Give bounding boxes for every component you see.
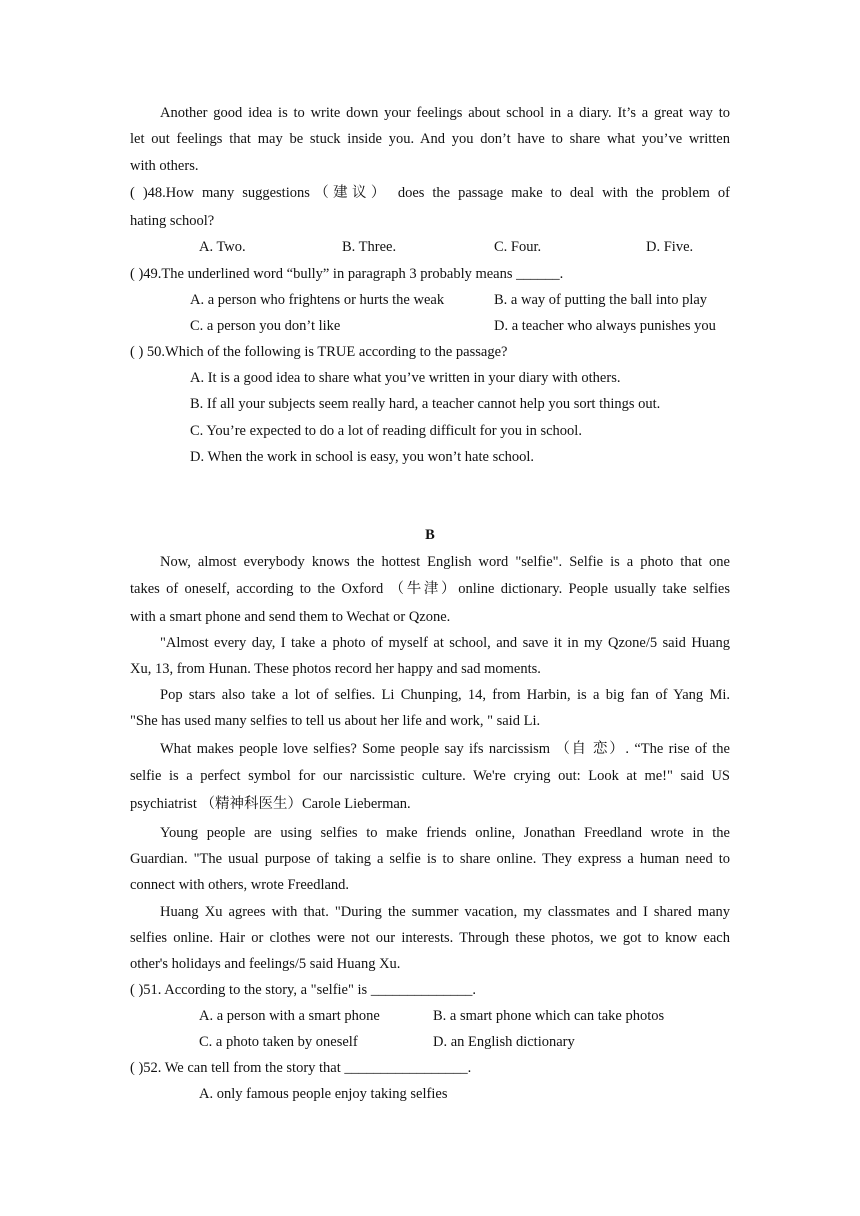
question-50-option-c: C. You’re expected to do a lot of reading difficult for you in school.	[190, 423, 582, 439]
question-52-stem: ( )52. We can tell from the story that _________________.	[130, 1060, 472, 1076]
paragraph-line: Pop stars also take a lot of selfies. Li Chunping, 14, from Harbin, is a big fan of Yang Mi.	[160, 687, 730, 703]
question-48-stem: ( )48.How many suggestions（建议） does the passage make to deal with the problem of	[130, 185, 730, 201]
question-51-stem: ( )51. According to the story, a "selfie" is ______________.	[130, 982, 476, 998]
section-heading: B	[425, 527, 435, 543]
paragraph-line: other's holidays and feelings/5 said Huang Xu.	[130, 956, 401, 972]
paragraph-line: Now, almost everybody knows the hottest English word "selfie". Selfie is a photo that one	[160, 554, 730, 570]
question-49-option-a: A. a person who frightens or hurts the weak	[190, 292, 445, 308]
paragraph-line: Huang Xu agrees with that. "During the summer vacation, my classmates and I shared many	[160, 904, 730, 920]
question-48-option-d: D. Five.	[646, 239, 694, 255]
question-51-option-c: C. a photo taken by oneself	[199, 1034, 358, 1050]
paragraph-line: What makes people love selfies? Some people say ifs narcissism （自 恋）. “The rise of the	[160, 741, 730, 757]
paragraph-line: connect with others, wrote Freedland.	[130, 877, 350, 893]
question-52-option-a: A. only famous people enjoy taking selfies	[199, 1086, 448, 1102]
paragraph-line: takes of oneself, according to the Oxford （牛津）online dictionary. People usually take selfies	[130, 581, 730, 597]
question-50-option-b: B. If all your subjects seem really hard, a teacher cannot help you sort things out.	[190, 396, 661, 412]
paragraph-line: with others.	[130, 158, 199, 174]
paragraph-line: "She has used many selfies to tell us about her life and work, " said Li.	[130, 713, 541, 729]
question-48-option-b: B. Three.	[342, 239, 397, 255]
question-51-option-a: A. a person with a smart phone	[199, 1008, 380, 1024]
question-51-option-b: B. a smart phone which can take photos	[433, 1008, 665, 1024]
paragraph-line: selfies online. Hair or clothes were not our interests. Through these photos, we got to know each	[130, 930, 730, 946]
paragraph-line: Another good idea is to write down your feelings about school in a diary. It’s a great way to	[160, 105, 730, 121]
question-50-option-d: D. When the work in school is easy, you won’t hate school.	[190, 449, 535, 465]
question-49-stem: ( )49.The underlined word “bully” in paragraph 3 probably means ______.	[130, 266, 564, 282]
question-51-option-d: D. an English dictionary	[433, 1034, 575, 1050]
paragraph-line: "Almost every day, I take a photo of myself at school, and save it in my Qzone/5 said Huang	[160, 635, 730, 651]
paragraph-line: selfie is a perfect symbol for our narcissistic culture. We're crying out: Look at me!" said US	[130, 768, 730, 784]
question-50-stem: ( ) 50.Which of the following is TRUE according to the passage?	[130, 344, 508, 360]
question-48-stem-continued: hating school?	[130, 213, 215, 229]
question-50-option-a: A. It is a good idea to share what you’ve written in your diary with others.	[190, 370, 621, 386]
paragraph-line: psychiatrist （精神科医生）Carole Lieberman.	[130, 796, 411, 812]
paragraph-line: Xu, 13, from Hunan. These photos record her happy and sad moments.	[130, 661, 541, 677]
paragraph-line: Young people are using selfies to make friends online, Jonathan Freedland wrote in the	[160, 825, 730, 841]
question-48-option-a: A. Two.	[199, 239, 246, 255]
paragraph-line: with a smart phone and send them to Wechat or Qzone.	[130, 609, 451, 625]
paragraph-line: let out feelings that may be stuck inside you. And you don’t have to share what you’ve written	[130, 131, 730, 147]
paragraph-line: Guardian. "The usual purpose of taking a selfie is to share online. They express a human need to	[130, 851, 730, 867]
question-48-option-c: C. Four.	[494, 239, 542, 255]
question-49-option-b: B. a way of putting the ball into play	[494, 292, 708, 308]
question-49-option-d: D. a teacher who always punishes you	[494, 318, 716, 334]
question-49-option-c: C. a person you don’t like	[190, 318, 341, 334]
